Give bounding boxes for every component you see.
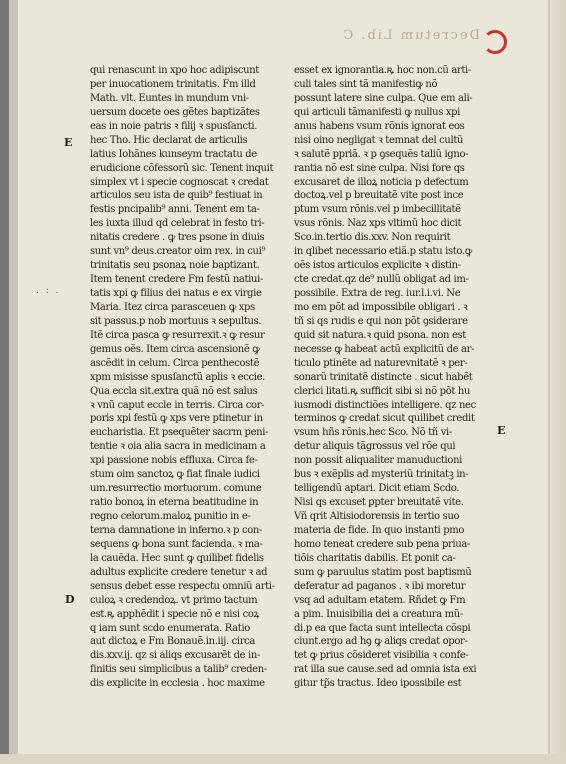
text-line: Sco.in.tertio dis.xxv. Non requirit — [294, 232, 451, 244]
text-line: doctoꝝ.vel p breuitatẽ vite post ince — [294, 190, 464, 202]
text-line: Qua eccla sit.extra quã nõ est salus — [90, 385, 258, 397]
text-line: Maria. Itez circa parasceuen ꝙ xps — [90, 301, 255, 313]
text-line: Itẽ circa pasca ꝙ resurrexit.ꝛ ꝙ resur — [90, 329, 265, 341]
text-line: ratio bonoꝝ in eterna beatitudine in — [90, 497, 259, 509]
margin-letter-e-right: E — [497, 424, 506, 437]
text-line: vsum hñs rõnis.hec Sco. Nõ tñ vi- — [294, 427, 452, 439]
text-line: materia de fide. In quo instanti pmo — [294, 524, 465, 536]
text-line: gitur tp̃s tractus. Ideo ipossibile est — [294, 678, 462, 690]
text-line: sit passus.p nob mortuus ꝛ sepultus. — [90, 315, 262, 327]
margin-dots: . : . — [36, 286, 61, 296]
text-line: excusaret de illoꝝ noticia p defectum — [294, 176, 469, 188]
page-edge-right — [550, 0, 566, 764]
text-line: stum oim sanctoꝝ ꝙ fiat finale iudici — [90, 469, 260, 481]
text-line: eucharistia. Et psequẽter sacrm peni- — [90, 427, 269, 439]
text-line: ticulo ptinẽte ad naturevnitatẽ ꝛ per- — [294, 357, 468, 369]
text-line: possunt latere sine culpa. Que em ali- — [294, 92, 473, 104]
text-line: latius Iohãnes kunseym tractatu de — [90, 148, 257, 160]
text-line: adultus explicite credere tenetur ꝛ ad — [90, 566, 268, 578]
text-line: gemus oẽs. Item circa ascensionẽ ꝙ — [90, 343, 260, 355]
text-line: oẽs istos articulos explicite ꝛ distin- — [294, 260, 461, 272]
text-line: mo em põt ad impossibile obligari . ꝛ — [294, 301, 468, 313]
text-line: tentie ꝛ oia alia sacra in medicinam a — [90, 441, 266, 453]
text-line: les iuxta illud qd celebrat in festo tri- — [90, 218, 265, 230]
text-line: vsus rõnis. Naz xps vltimũ hoc dicit — [294, 218, 462, 230]
margin-letter-d: D — [65, 593, 75, 606]
page-edge-bottom — [0, 754, 566, 764]
text-line: hec Tho. Hic declarat de articulis — [90, 134, 248, 146]
text-line: terna damnatione in inferno.ꝛ p con- — [90, 524, 262, 536]
text-line: clerici litati.ꝶ sufficit sibi si nõ põt hu — [294, 385, 471, 397]
text-line: Nisi qs excuset ꝑpter breuitatẽ vite. — [294, 497, 464, 509]
text-line: vsq ad adultam etatem. Rñdet ꝙ Fm — [294, 594, 466, 606]
text-line: qui renascunt in xpo hoc adipiscunt — [90, 65, 259, 76]
text-line: la cauẽda. Hec sunt ꝙ quilibet fidelis — [90, 552, 264, 564]
text-line: trinitatis seu psonaꝝ noie baptizant. — [90, 260, 260, 272]
text-line: ꝛ salutẽ ppriã. ꝛ p ꝯsequẽs taliũ igno- — [294, 148, 469, 160]
text-line: festis pncipalib⁹ anni. Tenent em ta- — [90, 204, 260, 216]
text-line: poris xpi festũ ꝙ xps vere ptinetur in — [90, 413, 263, 425]
text-line: regno celorum.maloꝝ punitio in e- — [90, 511, 251, 522]
text-line: deferatur ad paganos . ꝛ ibi moretur — [294, 580, 466, 592]
text-line: terminos ꝙ credat sicut quilibet credit — [294, 413, 475, 425]
text-line: iusmodi distinctiões intelligere. qz nec — [294, 399, 476, 411]
text-line: erudicione cõfessorũ sic. Tenent inquit — [90, 162, 274, 174]
text-line: ptum vsum rõnis.vel p imbecillitatẽ — [294, 204, 461, 216]
text-line: a pim. Inuisibilia dei a creatura mũ- — [294, 608, 463, 620]
text-line: simplex vt i specie cognoscat ꝛ credat — [90, 176, 269, 188]
text-line: di.p ea que facta sunt intellecta cõspi — [294, 622, 471, 634]
text-line: sensus debet esse respectu omniũ arti- — [90, 580, 275, 592]
text-line: q iam sunt scdo enumerata. Ratio — [90, 622, 250, 634]
text-line: xpi passione nobis effluxa. Circa fe- — [90, 455, 258, 467]
folio-red-mark — [483, 30, 507, 54]
text-line: detur aliquis tãgrossus vel rõe qui — [294, 441, 456, 453]
text-line: ꝛ vnũ caput eccle in terris. Circa cor- — [90, 399, 265, 411]
text-line: in qlibet necessario etiã.p statu isto.ꝙ — [294, 246, 472, 258]
text-line: aut dictoꝝ e Fm Bonauẽ.in.iij. circa — [90, 636, 256, 648]
margin-letter-e: E — [64, 136, 73, 149]
text-line: uersum docete oes gẽtes baptizãtes — [90, 106, 260, 118]
text-line: ciunt.ergo ad hꝯ ꝙ aliqs credat opor- — [294, 636, 468, 648]
text-line: sequens ꝙ bona sunt facienda. ꝛ ma- — [90, 538, 263, 550]
page-gutter-shadow — [9, 0, 18, 764]
running-header-showthrough: Decretum Lib. C — [341, 28, 480, 43]
text-line: bus ꝛ exẽplis ad mysteriũ trinitatꝫ in- — [294, 469, 469, 481]
text-line: eas in noie patris ꝛ filij ꝛ spusſancti. — [90, 120, 258, 132]
text-line: tñ si qs rudis e qui non põt ꝯsiderare — [294, 315, 468, 327]
text-column-left — [90, 64, 288, 691]
text-line: nisi oino negligat ꝛ temnat del cultũ — [294, 134, 464, 146]
text-line: non possit aliqualiter manuductioni — [294, 455, 463, 467]
text-line: sonarũ trinitatẽ distincte . sicut habẽt — [294, 371, 473, 383]
text-line: culoꝝ ꝛ credendoꝝ. vt primo tactum — [90, 594, 258, 606]
text-line: homo teneat credere sub pena priua- — [294, 538, 471, 550]
text-line: tet ꝙ prius cõsideret visibilia ꝛ confe- — [294, 650, 469, 662]
text-line: quid sit natura.ꝛ quid psona. non est — [294, 329, 466, 341]
text-line: anus habens vsum rõnis ignorat eos — [294, 120, 465, 132]
text-line: sunt vn⁹ deus.creator oim rex. in cui⁹ — [90, 246, 266, 258]
text-line: Vñ qrit Altisiodorensis in tertio suo — [294, 511, 460, 522]
text-line: finitis seu simplicibus a talib⁹ creden- — [90, 664, 267, 676]
text-line: tatis xpi ꝙ filius dei natus e ex virgie — [90, 288, 262, 299]
text-line: est.ꝶ apphẽdit i specie nõ e nisi coꝝ — [90, 608, 259, 620]
text-line: Math. vlt. Euntes in mundum vni- — [90, 92, 249, 104]
text-line: esset ex ignorantia.ꝶ hoc non.cũ arti- — [294, 65, 471, 76]
text-line: xpm misisse spusſanctũ aplis ꝛ eccie. — [90, 371, 265, 383]
text-line: nitatis credere . ꝙ tres psone in diuis — [90, 232, 265, 244]
text-line: culi tales sint tã manifestiꝙ nõ — [294, 78, 438, 90]
text-line: Item tenent credere Fm festũ natiui- — [90, 274, 264, 286]
scan-edge-left — [0, 0, 9, 764]
text-line: sum ꝙ paruulus statim post baptismũ — [294, 566, 472, 578]
text-line: qui articuli tãmanifesti ꝙ nullus xpi — [294, 106, 461, 118]
text-line: possibile. Extra de reg. iur.l.i.vi. Ne — [294, 288, 461, 299]
text-line: rat illa sue cause.sed ad omnia ista exi — [294, 664, 477, 676]
text-line: articulos seu ista de quib⁹ festiuat in — [90, 190, 263, 202]
text-line: dis.xxv.ij. qz si aliqs excusarẽt de in- — [90, 650, 261, 662]
text-line: rantia nõ est sine culpa. Nisi fore qs — [294, 162, 465, 174]
text-line: necesse ꝙ habeat actũ explicitũ de ar- — [294, 343, 475, 355]
text-line: dis explicite in ecclesia . hoc maxime — [90, 678, 265, 690]
text-line: telligendũ aptari. Dicit etiam Scdo. — [294, 483, 460, 495]
text-column-right — [294, 64, 494, 691]
text-line: cte credat.qz de⁹ nullũ obligat ad im- — [294, 274, 469, 286]
text-line: um.resurrectio mortuorum. comune — [90, 483, 262, 495]
text-line: ascẽdit in celum. Circa penthecostẽ — [90, 357, 260, 369]
text-line: tiõis charitatis dabilis. Et ponit ca- — [294, 552, 456, 564]
text-line: per inuocationem trinitatis. Fm illd — [90, 78, 256, 90]
